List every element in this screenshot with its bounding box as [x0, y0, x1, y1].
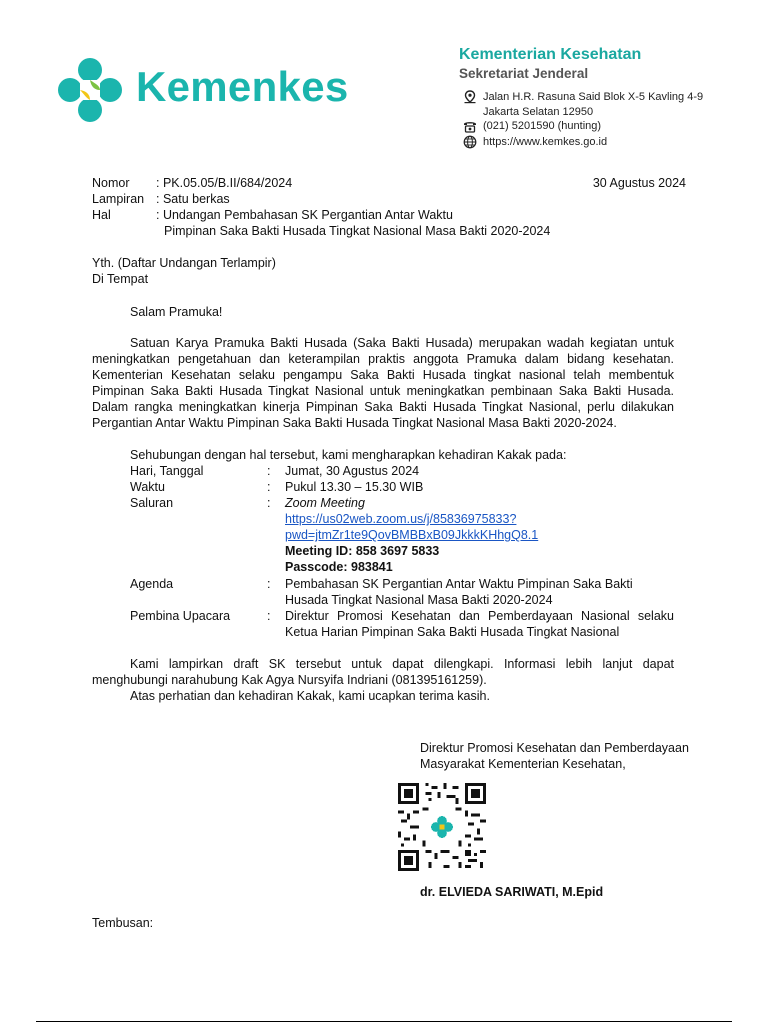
- invitation-intro: Sehubungan dengan hal tersebut, kami mengharapkan kehadiran Kakak pada:: [130, 448, 567, 462]
- saluran-label: Saluran: [130, 496, 174, 510]
- address-line2: Jakarta Selatan 12950: [483, 106, 594, 118]
- address-row: [463, 90, 703, 104]
- hari-label: Hari, Tanggal: [130, 464, 204, 478]
- ministry-name: Kementerian Kesehatan: [459, 46, 642, 63]
- nomor-value: : PK.05.05/B.II/684/2024: [156, 176, 293, 190]
- recipient-place: Di Tempat: [92, 272, 149, 286]
- lampiran-label: Lampiran: [92, 192, 145, 206]
- pembina-value: Direktur Promosi Kesehatan dan Pemberdayaan Nasional selaku Ketua Harian Pimpinan Saka Bakti Husada Tingkat Nasional: [285, 609, 674, 639]
- phone-number: (021) 5201590 (hunting): [483, 120, 602, 132]
- phone-icon: [463, 119, 477, 133]
- phone-row: [463, 119, 601, 133]
- pembina-label: Pembina Upacara: [130, 609, 231, 623]
- recipient-line: Yth. (Daftar Undangan Terlampir): [92, 256, 276, 270]
- saluran-value: Zoom Meeting: [285, 496, 365, 510]
- logo-wordmark: Kemenkes: [136, 63, 349, 110]
- lampiran-row: [92, 191, 230, 207]
- hal-value-cont: Pimpinan Saka Bakti Husada Tingkat Nasional Masa Bakti 2020-2024: [164, 224, 551, 238]
- detail-pembina: Pembina Upacara :: [130, 609, 271, 623]
- detail-waktu: Waktu :: [130, 480, 271, 494]
- hal-row: [92, 207, 453, 223]
- secretariat-name: Sekretariat Jenderal: [459, 66, 589, 81]
- detail-agenda: Agenda :: [130, 577, 271, 591]
- agenda-label: Agenda: [130, 577, 174, 591]
- website-row: [463, 135, 607, 149]
- hal-value: : Undangan Pembahasan SK Pergantian Antar Waktu: [156, 208, 453, 222]
- meeting-id: Meeting ID: 858 3697 5833: [285, 544, 440, 558]
- nomor-label: Nomor: [92, 176, 130, 190]
- footer-divider: [36, 1021, 732, 1022]
- paragraph-attachment: Kami lampirkan draft SK tersebut untuk dapat dilengkapi. Informasi lebih lanjut dapat menghubungi narahubung Kak Agya Nursyifa Indriani (081395161259).: [92, 657, 674, 687]
- letter-date: 30 Agustus 2024: [592, 176, 686, 190]
- detail-hari: Hari, Tanggal :: [130, 464, 271, 478]
- zoom-link[interactable]: https://us02web.zoom.us/j/85836975833? pwd=jtmZr1te9QovBMBBxB09JkkkKHhgQ8.1: [285, 512, 539, 542]
- agenda-value: Pembahasan SK Pergantian Antar Waktu Pimpinan Saka Bakti Husada Tingkat Nasional Masa Bakti 2020-2024: [285, 577, 633, 607]
- location-pin-icon: [463, 90, 477, 104]
- waktu-value: Pukul 13.30 – 15.30 WIB: [285, 480, 424, 494]
- kemenkes-logo-icon: [56, 56, 124, 124]
- website-url[interactable]: https://www.kemkes.go.id: [483, 136, 608, 148]
- signatory-title-line1: Direktur Promosi Kesehatan dan Pemberdayaan: [420, 741, 689, 755]
- salutation: Salam Pramuka!: [130, 305, 223, 319]
- globe-icon: [463, 135, 477, 149]
- detail-saluran: Saluran :: [130, 496, 271, 510]
- qr-code-icon: [398, 783, 486, 871]
- hari-value: Jumat, 30 Agustus 2024: [285, 464, 420, 478]
- paragraph-intro: Satuan Karya Pramuka Bakti Husada (Saka Bakti Husada) merupakan wadah kegiatan untuk meningkatkan pengetahuan dan keterampilan praktis anggota Pramuka dalam bidang kesehatan. Kementerian Kesehatan selaku pengampu Saka Bakti Husada tingkat nasional telah membentuk Pimpinan Saka Bakti Husada Tingkat Nasional untuk meningkatkan pembinaan Saka Bakti Husada. Dalam rangka meningkatkan kinerja Pimpinan Saka Bakti Husada Tingkat Nasional, perlu dilakukan Pergantian Antar Waktu Pimpinan Saka Bakti Husada Tingkat Nasional Masa Bakti 2020-2024.: [92, 336, 674, 430]
- passcode: Passcode: 983841: [285, 560, 393, 574]
- signatory-title-line2: Masyarakat Kementerian Kesehatan,: [420, 757, 626, 771]
- lampiran-value: : Satu berkas: [156, 192, 230, 206]
- closing-line: Atas perhatian dan kehadiran Kakak, kami ucapkan terima kasih.: [130, 689, 490, 703]
- signatory-name: dr. ELVIEDA SARIWATI, M.Epid: [420, 885, 604, 899]
- address-line1: Jalan H.R. Rasuna Said Blok X-5 Kavling 4-9: [483, 91, 704, 103]
- waktu-label: Waktu: [130, 480, 165, 494]
- hal-label: Hal: [92, 208, 111, 222]
- tembusan-label: Tembusan:: [92, 916, 154, 930]
- nomor-row: [92, 175, 292, 191]
